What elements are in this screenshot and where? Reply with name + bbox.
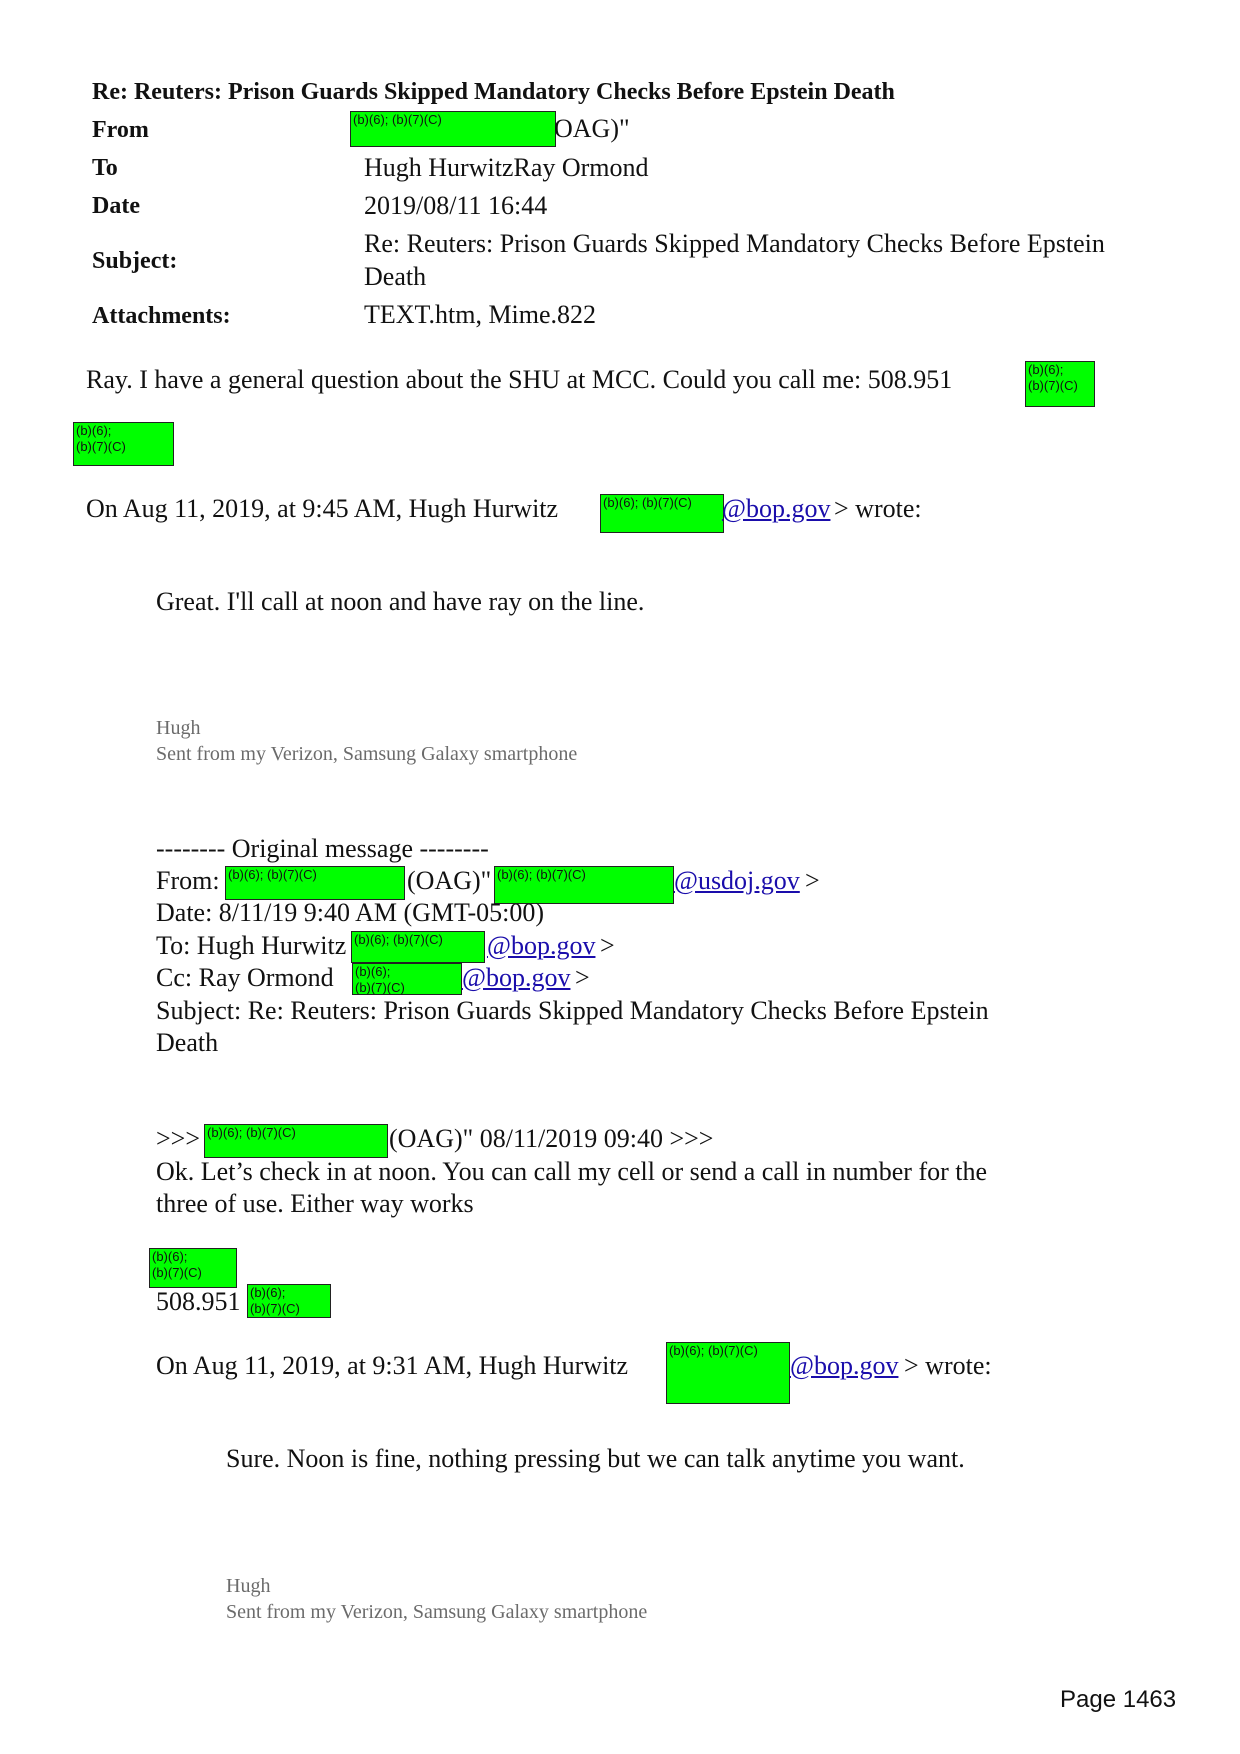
to-value: Hugh HurwitzRay Ormond xyxy=(364,153,649,182)
hugh-message-1: Great. I'll call at noon and have ray on the line. xyxy=(156,587,645,616)
bop-email-link[interactable]: @bop.gov xyxy=(722,494,831,523)
signature-line: Sent from my Verizon, Samsung Galaxy smartphone xyxy=(226,1601,648,1623)
orig-subject-line2: Death xyxy=(156,1028,219,1057)
to-label: To xyxy=(92,155,118,181)
orig-cc: Cc: Ray Ormond xyxy=(156,963,334,992)
hugh-wrote-line-2: On Aug 11, 2019, at 9:31 AM, Hugh Hurwitz xyxy=(156,1351,629,1380)
gt-symbol: > xyxy=(600,931,615,960)
orig-from-mid: (OAG)" xyxy=(407,866,492,895)
ok-message-line2: three of use. Either way works xyxy=(156,1189,474,1218)
orig-subject-line1: Subject: Re: Reuters: Prison Guards Skipped Mandatory Checks Before Epstein xyxy=(156,996,989,1025)
redaction-box: (b)(6); (b)(7)(C) xyxy=(225,866,405,900)
subject-value-line1: Re: Reuters: Prison Guards Skipped Mandatory Checks Before Epstein xyxy=(364,229,1105,258)
gt-symbol: > xyxy=(805,866,820,895)
redaction-box: (b)(6); (b)(7)(C) xyxy=(494,866,674,904)
signature-name: Hugh xyxy=(156,717,201,739)
attachments-label: Attachments: xyxy=(92,303,231,329)
original-message-header: -------- Original message -------- xyxy=(156,834,489,863)
redaction-box: (b)(6); (b)(7)(C) xyxy=(73,422,174,466)
redaction-box: (b)(6); (b)(7)(C) xyxy=(600,494,724,533)
date-label: Date xyxy=(92,193,140,219)
bop-email-link[interactable]: @bop.gov xyxy=(462,963,571,992)
redaction-box: (b)(6); (b)(7)(C) xyxy=(1025,361,1095,407)
redaction-box: (b)(6); (b)(7)(C) xyxy=(149,1248,237,1288)
wrote-suffix: > wrote: xyxy=(834,494,922,523)
redaction-box: (b)(6); (b)(7)(C) xyxy=(666,1342,790,1404)
signature-name: Hugh xyxy=(226,1575,271,1597)
orig-to: To: Hugh Hurwitz xyxy=(156,931,347,960)
subject-label: Subject: xyxy=(92,248,178,274)
redaction-box: (b)(6); (b)(7)(C) xyxy=(204,1124,388,1158)
redaction-box: (b)(6); (b)(7)(C) xyxy=(351,931,485,963)
from-value: OAG)" xyxy=(554,114,630,143)
email-title: Re: Reuters: Prison Guards Skipped Mandatory Checks Before Epstein Death xyxy=(92,79,895,105)
ok-message-line1: Ok. Let’s check in at noon. You can call my cell or send a call in number for the xyxy=(156,1157,988,1186)
quote-prefix: >>> xyxy=(156,1124,200,1153)
ray-message: Ray. I have a general question about the SHU at MCC. Could you call me: 508.951 xyxy=(86,365,953,394)
from-label: From xyxy=(92,117,149,143)
bop-email-link[interactable]: @bop.gov xyxy=(790,1351,899,1380)
orig-date: Date: 8/11/19 9:40 AM (GMT-05:00) xyxy=(156,898,545,927)
hugh-message-2: Sure. Noon is fine, nothing pressing but we can talk anytime you want. xyxy=(226,1444,965,1473)
bop-email-link[interactable]: @bop.gov xyxy=(487,931,596,960)
usdoj-email-link[interactable]: @usdoj.gov xyxy=(674,866,800,895)
wrote-suffix: > wrote: xyxy=(904,1351,992,1380)
phone-prefix: 508.951 xyxy=(156,1287,241,1316)
subject-value-line2: Death xyxy=(364,262,427,291)
attachments-value[interactable]: TEXT.htm, Mime.822 xyxy=(364,300,597,329)
redaction-box: (b)(6); (b)(7)(C) xyxy=(350,111,556,147)
page-number: Page 1463 xyxy=(1060,1686,1177,1713)
hugh-wrote-line-1: On Aug 11, 2019, at 9:45 AM, Hugh Hurwitz xyxy=(86,494,559,523)
signature-line: Sent from my Verizon, Samsung Galaxy smartphone xyxy=(156,743,578,765)
redaction-box: (b)(6); (b)(7)(C) xyxy=(247,1284,331,1318)
orig-from-label: From: xyxy=(156,866,220,895)
date-value: 2019/08/11 16:44 xyxy=(364,191,548,220)
quote-suffix: (OAG)" 08/11/2019 09:40 >>> xyxy=(389,1124,714,1153)
redaction-box: (b)(6); (b)(7)(C) xyxy=(352,963,462,995)
gt-symbol: > xyxy=(575,963,590,992)
